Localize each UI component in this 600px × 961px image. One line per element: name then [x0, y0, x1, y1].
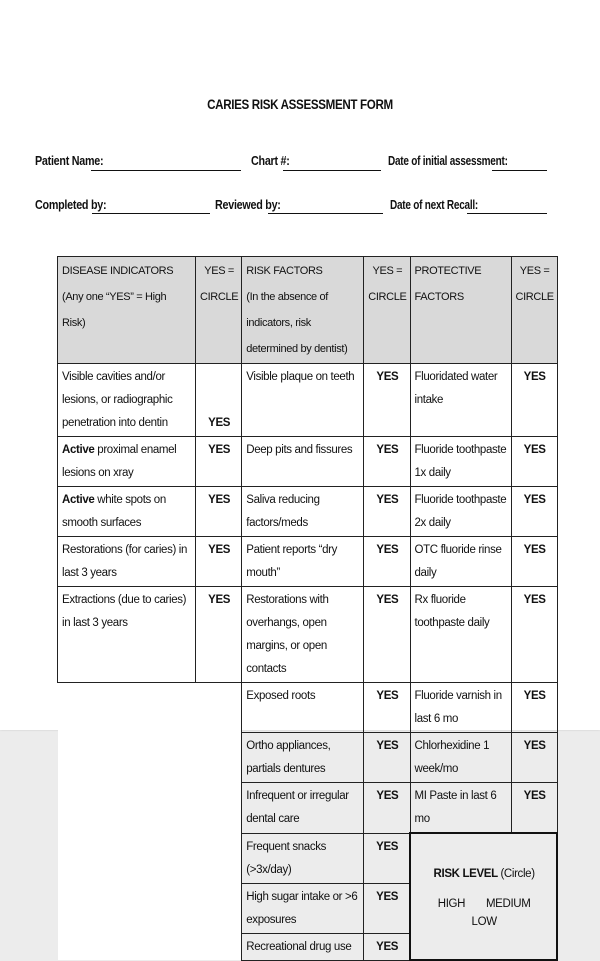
- date-recall-label: Date of next Recall:: [390, 198, 479, 212]
- disease-cell: Visible cavities and/or lesions, or radiographic penetration into dentin: [58, 364, 196, 437]
- disease-cell: Active proximal enamel lesions on xray: [58, 437, 196, 487]
- yes-option[interactable]: YES: [196, 437, 242, 487]
- header-disease-indicators: DISEASE INDICATORS (Any one “YES” = High Risk): [58, 257, 196, 364]
- risk-level-medium[interactable]: MEDIUM: [485, 898, 531, 910]
- header-protective-factors: PROTECTIVE FACTORS: [410, 257, 511, 364]
- risk-factor-cell: Infrequent or irregular dental care: [242, 783, 364, 834]
- risk-factor-cell: Deep pits and fissures: [242, 437, 364, 487]
- yes-option[interactable]: YES: [364, 587, 410, 683]
- yes-option[interactable]: YES: [364, 683, 410, 733]
- protective-cell: Fluoride toothpaste 1x daily: [410, 437, 511, 487]
- risk-assessment-table: [57, 256, 558, 961]
- risk-level-high[interactable]: HIGH: [437, 898, 466, 910]
- table-row: [58, 437, 558, 487]
- yes-option[interactable]: YES: [196, 364, 242, 437]
- risk-factor-cell: Exposed roots: [242, 683, 364, 733]
- header-yes-circle-3: YES = CIRCLE: [511, 257, 557, 364]
- yes-option[interactable]: YES: [364, 883, 410, 933]
- header-risk-factors: RISK FACTORS (In the absence of indicators, risk determined by dentist): [242, 257, 364, 364]
- yes-option[interactable]: YES: [364, 537, 410, 587]
- table-row: [58, 537, 558, 587]
- reviewed-by-label: Reviewed by:: [215, 198, 281, 212]
- risk-factor-cell: Recreational drug use: [242, 933, 364, 960]
- yes-option[interactable]: YES: [196, 537, 242, 587]
- risk-factor-cell: Ortho appliances, partials dentures: [242, 733, 364, 783]
- completed-by-label: Completed by:: [35, 198, 107, 212]
- yes-option[interactable]: YES: [364, 833, 410, 883]
- completed-by-field[interactable]: [92, 213, 210, 214]
- protective-cell: Chlorhexidine 1 week/mo: [410, 733, 511, 783]
- header-yes-circle-2: YES = CIRCLE: [364, 257, 410, 364]
- yes-option[interactable]: YES: [364, 733, 410, 783]
- risk-factor-cell: Visible plaque on teeth: [242, 364, 364, 437]
- risk-factor-cell: High sugar intake or >6 exposures: [242, 883, 364, 933]
- yes-option[interactable]: YES: [196, 487, 242, 537]
- yes-option[interactable]: YES: [511, 733, 557, 783]
- yes-option[interactable]: YES: [511, 487, 557, 537]
- blank-area: [58, 683, 242, 961]
- yes-option[interactable]: YES: [511, 364, 557, 437]
- protective-cell: Rx fluoride toothpaste daily: [410, 587, 511, 683]
- table-row: [58, 487, 558, 537]
- risk-level-circle-note: (Circle): [500, 868, 535, 880]
- table-row: [58, 364, 558, 437]
- yes-option[interactable]: YES: [364, 437, 410, 487]
- protective-cell: Fluoridated water intake: [410, 364, 511, 437]
- risk-level-low[interactable]: LOW: [471, 916, 497, 928]
- protective-cell: MI Paste in last 6 mo: [410, 783, 511, 834]
- date-recall-field[interactable]: [467, 213, 547, 214]
- yes-option[interactable]: YES: [196, 587, 242, 683]
- date-initial-label: Date of initial assessment:: [388, 154, 508, 168]
- yes-option[interactable]: YES: [511, 437, 557, 487]
- disease-cell: Extractions (due to caries) in last 3 years: [58, 587, 196, 683]
- table-header-row: [58, 257, 558, 364]
- yes-option[interactable]: YES: [364, 364, 410, 437]
- risk-factor-cell: Restorations with overhangs, open margins, or open contacts: [242, 587, 364, 683]
- protective-cell: OTC fluoride rinse daily: [410, 537, 511, 587]
- protective-cell: Fluoride toothpaste 2x daily: [410, 487, 511, 537]
- risk-factor-cell: Frequent snacks (>3x/day): [242, 833, 364, 883]
- yes-option[interactable]: YES: [364, 487, 410, 537]
- yes-option[interactable]: YES: [511, 683, 557, 733]
- disease-cell: Active white spots on smooth surfaces: [58, 487, 196, 537]
- risk-factor-cell: Saliva reducing factors/meds: [242, 487, 364, 537]
- risk-level-box: [410, 833, 557, 960]
- table-row: [58, 683, 558, 733]
- reviewed-by-field[interactable]: [268, 213, 383, 214]
- risk-level-title: RISK LEVEL: [433, 868, 498, 880]
- yes-option[interactable]: YES: [364, 783, 410, 834]
- risk-factor-cell: Patient reports “dry mouth”: [242, 537, 364, 587]
- form-title: CARIES RISK ASSESSMENT FORM: [207, 97, 393, 112]
- yes-option[interactable]: YES: [511, 537, 557, 587]
- protective-cell: Fluoride varnish in last 6 mo: [410, 683, 511, 733]
- yes-option[interactable]: YES: [511, 783, 557, 834]
- yes-option[interactable]: YES: [511, 587, 557, 683]
- header-yes-circle-1: YES = CIRCLE: [196, 257, 242, 364]
- date-initial-field[interactable]: [492, 170, 547, 171]
- disease-cell: Restorations (for caries) in last 3 years: [58, 537, 196, 587]
- yes-option[interactable]: YES: [364, 933, 410, 960]
- patient-name-label: Patient Name:: [35, 154, 104, 168]
- patient-name-field[interactable]: [91, 170, 241, 171]
- chart-field[interactable]: [283, 170, 381, 171]
- chart-label: Chart #:: [251, 154, 290, 168]
- table-row: [58, 587, 558, 683]
